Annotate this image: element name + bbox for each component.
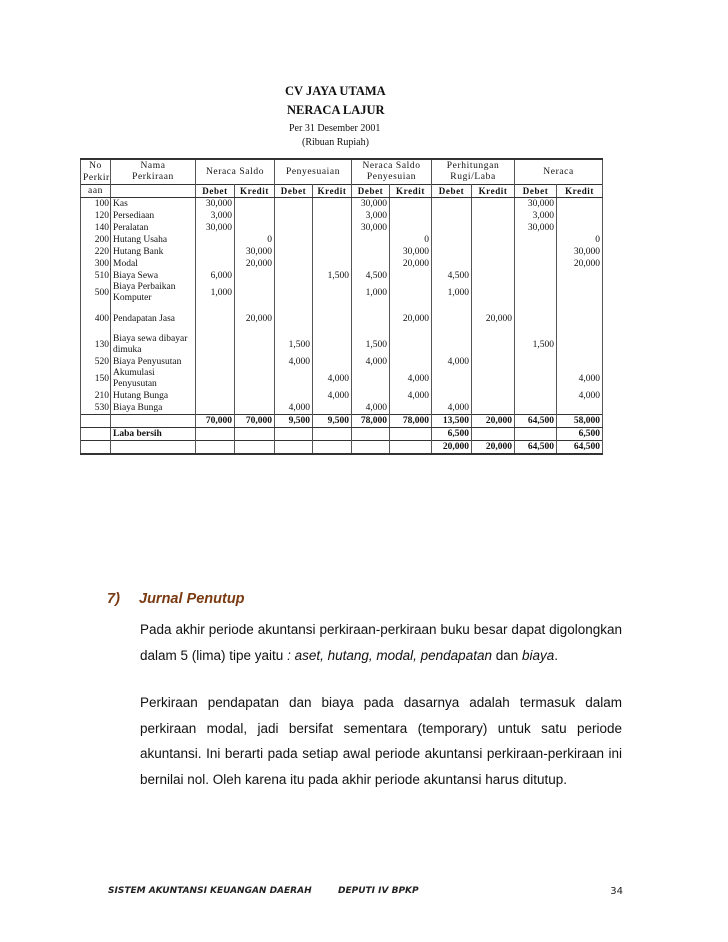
amount-p-d (275, 198, 313, 211)
page-number: 34 (610, 886, 623, 897)
amount-nsp-k (390, 356, 432, 368)
amount-ns-d (196, 246, 235, 258)
amount-n-k: 20,000 (557, 258, 603, 270)
amount-ns-d (196, 368, 235, 390)
amount-p-d (275, 390, 313, 402)
total-ns-k: 70,000 (235, 415, 275, 428)
amount-p-k (313, 356, 352, 368)
worksheet-header (81, 159, 603, 198)
amount-nsp-k: 20,000 (390, 313, 432, 325)
spacer-cell (275, 304, 313, 313)
spacer-cell (111, 325, 196, 334)
amount-p-k: 4,000 (313, 390, 352, 402)
amount-rl-d: 4,000 (432, 356, 472, 368)
final-nsp-k (390, 441, 432, 455)
totals-blank (81, 415, 111, 428)
spacer-cell (472, 325, 515, 334)
spacer-cell (515, 325, 557, 334)
final-p-k (313, 441, 352, 455)
account-name: Hutang Bank (111, 246, 196, 258)
amount-n-d (515, 270, 557, 282)
spacer-cell (81, 325, 111, 334)
net-income-label: Laba bersih (111, 428, 196, 441)
table-row (81, 270, 603, 282)
amount-nsp-d (352, 368, 390, 390)
amount-ns-d: 30,000 (196, 222, 235, 234)
account-number: 530 (81, 402, 111, 415)
col-penyesuaian-header: Penyesuaian (275, 159, 352, 185)
final-rl-k: 20,000 (472, 441, 515, 455)
amount-ns-k: 30,000 (235, 246, 275, 258)
amount-nsp-k (390, 198, 432, 211)
spacer-cell (432, 304, 472, 313)
col-no-header-2: Perkir (81, 172, 111, 185)
amount-nsp-d: 4,500 (352, 270, 390, 282)
account-number: 120 (81, 210, 111, 222)
account-name: Hutang Usaha (111, 234, 196, 246)
account-name: Peralatan (111, 222, 196, 234)
amount-p-k (313, 334, 352, 356)
table-row (81, 246, 603, 258)
table-row (81, 282, 603, 304)
account-number: 130 (81, 334, 111, 356)
amount-rl-k (472, 368, 515, 390)
amount-nsp-k (390, 270, 432, 282)
amount-n-k (557, 334, 603, 356)
amount-rl-d (432, 313, 472, 325)
spacer-cell (235, 304, 275, 313)
account-name: Hutang Bunga (111, 390, 196, 402)
amount-nsp-k (390, 334, 432, 356)
amount-n-k (557, 402, 603, 415)
spacer-row (81, 304, 603, 313)
account-number: 200 (81, 234, 111, 246)
n-debet-header: Debet (515, 185, 557, 198)
amount-ns-d (196, 313, 235, 325)
account-number: 150 (81, 368, 111, 390)
table-row (81, 222, 603, 234)
laba-ns-d (196, 428, 235, 441)
amount-ns-k: 20,000 (235, 258, 275, 270)
amount-nsp-k: 20,000 (390, 258, 432, 270)
amount-n-d: 3,000 (515, 210, 557, 222)
amount-rl-k (472, 402, 515, 415)
section-heading (107, 591, 245, 607)
amount-p-d: 4,000 (275, 356, 313, 368)
account-name: Biaya Penyusutan (111, 356, 196, 368)
total-ns-d: 70,000 (196, 415, 235, 428)
final-ns-d (196, 441, 235, 455)
amount-rl-d: 4,500 (432, 270, 472, 282)
amount-nsp-d (352, 246, 390, 258)
amount-nsp-k: 4,000 (390, 368, 432, 390)
amount-nsp-d: 4,000 (352, 356, 390, 368)
amount-ns-k: 0 (235, 234, 275, 246)
col-no-header-3: aan (81, 185, 111, 198)
amount-rl-k (472, 258, 515, 270)
account-name: Pendapatan Jasa (111, 313, 196, 325)
amount-ns-k (235, 210, 275, 222)
account-number: 400 (81, 313, 111, 325)
account-number: 100 (81, 198, 111, 211)
amount-rl-k: 20,000 (472, 313, 515, 325)
amount-nsp-k (390, 222, 432, 234)
amount-nsp-d: 1,500 (352, 334, 390, 356)
amount-nsp-k: 4,000 (390, 390, 432, 402)
amount-n-d (515, 246, 557, 258)
amount-rl-d (432, 210, 472, 222)
rl-kredit-header: Kredit (472, 185, 515, 198)
page-footer (108, 886, 623, 896)
spacer-cell (275, 325, 313, 334)
amount-rl-d (432, 258, 472, 270)
account-number: 220 (81, 246, 111, 258)
amount-p-k (313, 402, 352, 415)
amount-nsp-d: 3,000 (352, 210, 390, 222)
total-n-d: 64,500 (515, 415, 557, 428)
spacer-cell (432, 325, 472, 334)
amount-ns-k (235, 282, 275, 304)
laba-ns-k (235, 428, 275, 441)
amount-ns-k: 20,000 (235, 313, 275, 325)
amount-p-d: 1,500 (275, 334, 313, 356)
p-debet-header: Debet (275, 185, 313, 198)
laba-p-d (275, 428, 313, 441)
final-rl-d: 20,000 (432, 441, 472, 455)
account-number: 140 (81, 222, 111, 234)
amount-ns-d (196, 334, 235, 356)
table-row (81, 368, 603, 390)
paragraph-1: Pada akhir periode akuntansi perkiraan-perkiraan buku besar dapat digolongkan dalam 5 (lima) tipe yaitu : aset, hutang, modal, pendapatan dan biaya. (140, 622, 622, 663)
laba-n-d (515, 428, 557, 441)
laba-n-k: 6,500 (557, 428, 603, 441)
laba-rl-k (472, 428, 515, 441)
section-number: 7) (107, 591, 120, 607)
amount-nsp-k (390, 210, 432, 222)
worksheet-table (80, 158, 603, 455)
account-name: Biaya Perbaikan Komputer (111, 282, 196, 304)
amount-rl-k (472, 390, 515, 402)
total-nsp-k: 78,000 (390, 415, 432, 428)
spacer-cell (472, 304, 515, 313)
amount-n-k (557, 356, 603, 368)
amount-p-k (313, 313, 352, 325)
amount-n-k (557, 282, 603, 304)
spacer-cell (390, 325, 432, 334)
col-name-header: Nama Perkiraan (111, 159, 196, 185)
amount-p-k: 1,500 (313, 270, 352, 282)
amount-nsp-k (390, 282, 432, 304)
amount-n-d (515, 234, 557, 246)
amount-nsp-k: 30,000 (390, 246, 432, 258)
amount-n-k: 30,000 (557, 246, 603, 258)
amount-p-k (313, 210, 352, 222)
amount-ns-d (196, 258, 235, 270)
amount-rl-k (472, 210, 515, 222)
amount-nsp-d: 30,000 (352, 198, 390, 211)
laba-blank (81, 428, 111, 441)
total-p-k: 9,500 (313, 415, 352, 428)
ns-kredit-header: Kredit (235, 185, 275, 198)
amount-nsp-d: 4,000 (352, 402, 390, 415)
amount-rl-d (432, 368, 472, 390)
amount-rl-k (472, 334, 515, 356)
amount-n-k (557, 210, 603, 222)
spacer-cell (352, 325, 390, 334)
amount-n-d (515, 313, 557, 325)
table-row (81, 258, 603, 270)
amount-rl-k (472, 356, 515, 368)
n-kredit-header: Kredit (557, 185, 603, 198)
amount-rl-d (432, 246, 472, 258)
amount-p-d (275, 222, 313, 234)
total-nsp-d: 78,000 (352, 415, 390, 428)
spacer-row (81, 325, 603, 334)
amount-ns-d: 6,000 (196, 270, 235, 282)
amount-n-k: 4,000 (557, 390, 603, 402)
col-rugi-laba-header: Perhitungan Rugi/Laba (432, 159, 515, 185)
amount-p-d (275, 270, 313, 282)
amount-ns-d (196, 356, 235, 368)
net-income-row (81, 428, 603, 441)
amount-rl-d (432, 334, 472, 356)
table-row (81, 198, 603, 211)
amount-n-d (515, 258, 557, 270)
laba-rl-d: 6,500 (432, 428, 472, 441)
amount-n-k (557, 313, 603, 325)
amount-ns-k (235, 198, 275, 211)
amount-n-d: 30,000 (515, 222, 557, 234)
amount-nsp-d: 1,000 (352, 282, 390, 304)
amount-ns-k (235, 222, 275, 234)
account-number: 300 (81, 258, 111, 270)
amount-p-d (275, 234, 313, 246)
rl-debet-header: Debet (432, 185, 472, 198)
amount-rl-k (472, 198, 515, 211)
final-p-d (275, 441, 313, 455)
spacer-cell (81, 304, 111, 313)
amount-ns-k (235, 356, 275, 368)
spacer-cell (557, 325, 603, 334)
amount-p-k: 4,000 (313, 368, 352, 390)
totals-row (81, 415, 603, 428)
amount-rl-d (432, 234, 472, 246)
table-row (81, 234, 603, 246)
totals-label-blank (111, 415, 196, 428)
final-label-blank (111, 441, 196, 455)
total-p-d: 9,500 (275, 415, 313, 428)
final-blank (81, 441, 111, 455)
account-name: Biaya sewa dibayar dimuka (111, 334, 196, 356)
amount-rl-d: 1,000 (432, 282, 472, 304)
amount-nsp-d (352, 313, 390, 325)
account-name: Akumulasi Penyusutan (111, 368, 196, 390)
spacer-cell (313, 325, 352, 334)
amount-ns-d (196, 234, 235, 246)
table-row (81, 402, 603, 415)
amount-p-k (313, 222, 352, 234)
amount-rl-k (472, 222, 515, 234)
amount-n-k (557, 270, 603, 282)
amount-n-k (557, 198, 603, 211)
table-row (81, 210, 603, 222)
amount-nsp-d (352, 234, 390, 246)
amount-p-d (275, 210, 313, 222)
amount-p-d (275, 313, 313, 325)
amount-p-d (275, 246, 313, 258)
laba-nsp-d (352, 428, 390, 441)
section-title: Jurnal Penutup (139, 591, 245, 607)
amount-n-k: 0 (557, 234, 603, 246)
amount-ns-d (196, 390, 235, 402)
amount-p-k (313, 258, 352, 270)
spacer-cell (235, 325, 275, 334)
amount-p-d: 4,000 (275, 402, 313, 415)
account-number: 520 (81, 356, 111, 368)
amount-nsp-d: 30,000 (352, 222, 390, 234)
amount-n-d (515, 390, 557, 402)
account-name: Biaya Sewa (111, 270, 196, 282)
amount-ns-k (235, 270, 275, 282)
spacer-cell (515, 304, 557, 313)
account-number: 210 (81, 390, 111, 402)
amount-n-d (515, 282, 557, 304)
table-row (81, 334, 603, 356)
company-name: CV JAYA UTAMA (285, 84, 386, 98)
p-kredit-header: Kredit (313, 185, 352, 198)
col-ns-penyesuaian-header: Neraca Saldo Penyesuian (352, 159, 432, 185)
amount-rl-k (472, 282, 515, 304)
amount-n-d: 30,000 (515, 198, 557, 211)
amount-p-k (313, 282, 352, 304)
amount-ns-d: 30,000 (196, 198, 235, 211)
table-row (81, 390, 603, 402)
account-name: Modal (111, 258, 196, 270)
spacer-cell (313, 304, 352, 313)
final-n-k: 64,500 (557, 441, 603, 455)
report-period: Per 31 Desember 2001 (289, 123, 381, 134)
amount-rl-d (432, 198, 472, 211)
total-rl-d: 13,500 (432, 415, 472, 428)
spacer-cell (557, 304, 603, 313)
spacer-cell (196, 325, 235, 334)
final-n-d: 64,500 (515, 441, 557, 455)
account-name: Persediaan (111, 210, 196, 222)
total-n-k: 58,000 (557, 415, 603, 428)
amount-ns-d: 3,000 (196, 210, 235, 222)
account-name: Kas (111, 198, 196, 211)
report-unit: (Ribuan Rupiah) (302, 137, 369, 148)
col-neraca-saldo-header: Neraca Saldo (196, 159, 275, 185)
worksheet-body (81, 198, 603, 455)
col-name-blank (111, 185, 196, 198)
amount-ns-k (235, 402, 275, 415)
amount-p-d (275, 258, 313, 270)
spacer-cell (111, 304, 196, 313)
amount-rl-k (472, 270, 515, 282)
nsp-kredit-header: Kredit (390, 185, 432, 198)
table-row (81, 313, 603, 325)
footer-center: DEPUTI IV BPKP (338, 886, 419, 896)
amount-nsp-d (352, 258, 390, 270)
amount-n-d (515, 356, 557, 368)
amount-rl-d: 4,000 (432, 402, 472, 415)
amount-nsp-k: 0 (390, 234, 432, 246)
amount-ns-k (235, 334, 275, 356)
col-neraca-header: Neraca (515, 159, 603, 185)
final-totals-row (81, 441, 603, 455)
total-rl-k: 20,000 (472, 415, 515, 428)
nsp-debet-header: Debet (352, 185, 390, 198)
ns-debet-header: Debet (196, 185, 235, 198)
spacer-cell (352, 304, 390, 313)
amount-rl-k (472, 234, 515, 246)
amount-n-k (557, 222, 603, 234)
spacer-cell (390, 304, 432, 313)
amount-p-k (313, 246, 352, 258)
amount-nsp-k (390, 402, 432, 415)
final-ns-k (235, 441, 275, 455)
amount-rl-k (472, 246, 515, 258)
amount-p-k (313, 198, 352, 211)
laba-p-k (313, 428, 352, 441)
amount-n-d: 1,500 (515, 334, 557, 356)
account-name: Biaya Bunga (111, 402, 196, 415)
paragraph-2: Perkiraan pendapatan dan biaya pada dasarnya adalah termasuk dalam perkiraan modal, jadi bersifat sementara (temporary) untuk satu periode akuntansi. Ini berarti pada setiap awal periode akuntansi perkiraan-perkiraan ini bernilai nol. Oleh karena itu pada akhir periode akuntansi harus ditutup. (140, 695, 622, 787)
amount-ns-d (196, 402, 235, 415)
amount-rl-d (432, 222, 472, 234)
amount-p-d (275, 368, 313, 390)
account-number: 510 (81, 270, 111, 282)
report-name: NERACA LAJUR (287, 103, 385, 117)
amount-ns-d: 1,000 (196, 282, 235, 304)
amount-p-d (275, 282, 313, 304)
laba-nsp-k (390, 428, 432, 441)
amount-ns-k (235, 390, 275, 402)
footer-left: SISTEM AKUNTANSI KEUANGAN DAERAH (108, 886, 312, 896)
table-row (81, 356, 603, 368)
amount-rl-d (432, 390, 472, 402)
spacer-cell (196, 304, 235, 313)
amount-n-d (515, 402, 557, 415)
final-nsp-d (352, 441, 390, 455)
col-no-header: No (81, 159, 111, 172)
amount-ns-k (235, 368, 275, 390)
amount-p-k (313, 234, 352, 246)
amount-nsp-d (352, 390, 390, 402)
amount-n-d (515, 368, 557, 390)
amount-n-k: 4,000 (557, 368, 603, 390)
account-number: 500 (81, 282, 111, 304)
